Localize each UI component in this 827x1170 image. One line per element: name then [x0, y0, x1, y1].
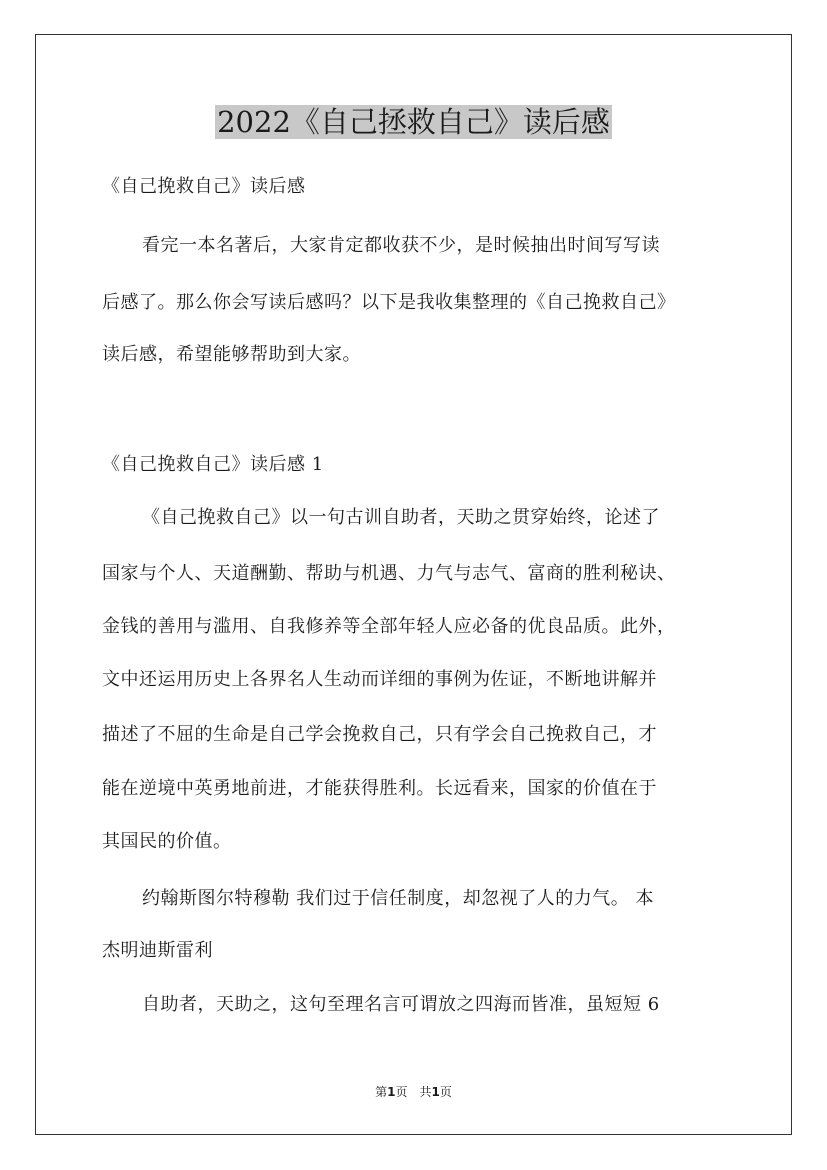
- paragraph-line: 国家与个人、天道酬勤、帮助与机遇、力气与志气、富商的胜利秘诀、: [102, 563, 676, 584]
- section-heading: 《自己挽救自己》读后感: [102, 176, 306, 197]
- paragraph-line: 其国民的价值。: [102, 831, 232, 852]
- paragraph-line: 后感了。那么你会写读后感吗？以下是我收集整理的《自己挽救自己》: [102, 292, 676, 313]
- footer-prefix: 第: [375, 1085, 388, 1099]
- footer-mid: 页 共: [395, 1085, 432, 1099]
- footer-suffix: 页: [439, 1085, 452, 1099]
- paragraph-line: 描述了不屈的生命是自己学会挽救自己，只有学会自己挽救自己，才: [102, 724, 657, 745]
- paragraph-line: 读后感，希望能够帮助到大家。: [102, 344, 361, 365]
- paragraph-line: 看完一本名著后，大家肯定都收获不少，是时候抽出时间写写读: [142, 235, 660, 256]
- paragraph-line: 杰明迪斯雷利: [102, 940, 213, 961]
- paragraph-line: 《自己挽救自己》以一句古训自助者，天助之贯穿始终，论述了: [142, 507, 660, 528]
- footer-total-pages: 1: [431, 1085, 440, 1099]
- document-title-text: 2022《自己拯救自己》读后感: [217, 105, 610, 139]
- paragraph-line: 能在逆境中英勇地前进，才能获得胜利。长远看来，国家的价值在于: [102, 778, 657, 799]
- document-title: [0, 100, 827, 144]
- paragraph-line: 文中还运用历史上各界名人生动而详细的事例为佐证，不断地讲解并: [102, 669, 657, 690]
- footer-page-number: 1: [387, 1085, 396, 1099]
- paragraph-line: 自助者，天助之，这句至理名言可谓放之四海而皆准，虽短短 6: [142, 994, 660, 1015]
- paragraph-line: 金钱的善用与滥用、自我修养等全部年轻人应必备的优良品质。此外，: [102, 616, 676, 637]
- section-heading: 《自己挽救自己》读后感 1: [102, 454, 324, 475]
- page-footer: [0, 1082, 827, 1102]
- paragraph-line: 约翰斯图尔特穆勒 我们过于信任制度，却忽视了人的力气。 本: [142, 888, 654, 909]
